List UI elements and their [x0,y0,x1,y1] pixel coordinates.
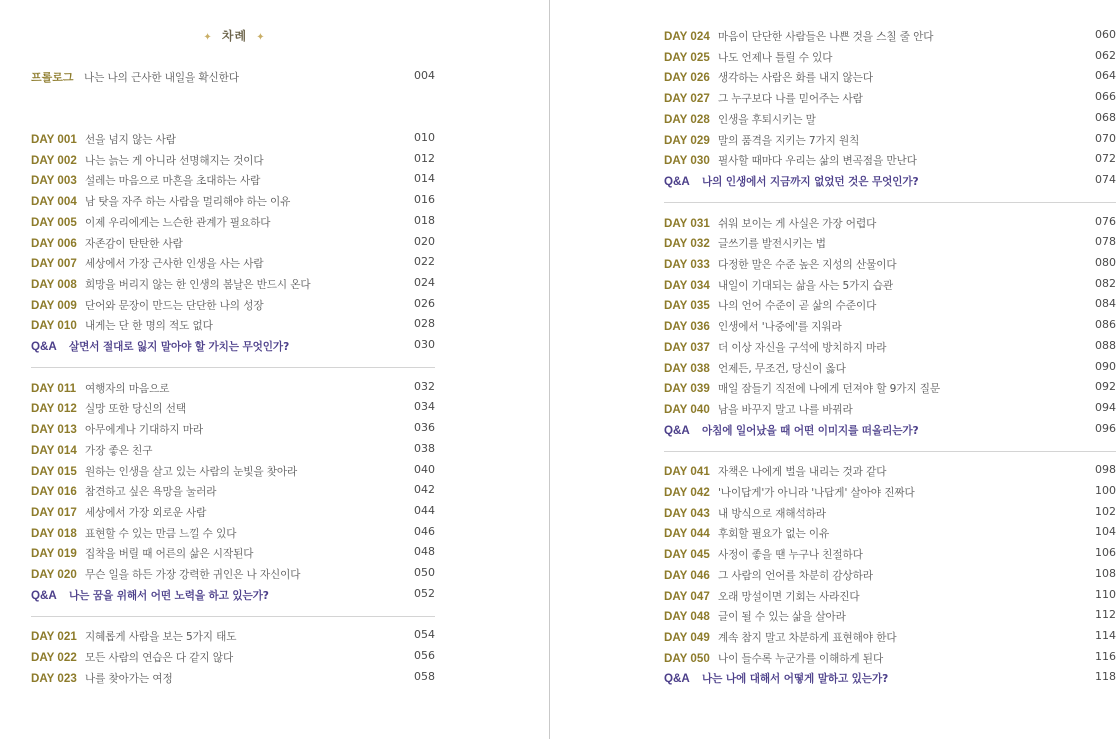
entry-title: 그 사람의 언어를 차분히 감상하라 [718,569,873,582]
page-number: 118 [1095,670,1116,684]
day-tag: DAY 040 [664,402,710,416]
page-number: 072 [1095,152,1116,166]
page-number: 106 [1095,546,1116,560]
day-entry[interactable] [664,255,1116,271]
day-tag: DAY 043 [664,506,710,520]
section-divider [664,202,1116,203]
qa-tag: Q&A [664,423,690,437]
entry-title: 말의 품격을 지키는 7가지 원칙 [718,134,860,147]
page-number: 024 [414,275,435,289]
page-number: 104 [1095,525,1116,539]
day-tag: DAY 050 [664,651,710,665]
day-tag: DAY 009 [31,298,77,312]
day-tag: DAY 027 [664,92,710,106]
entry-title: 무슨 일을 하든 가장 강력한 귀인은 나 자신이다 [85,569,301,581]
qa-tag: Q&A [31,588,57,602]
entry-title: 실망 또한 당신의 선택 [85,403,187,416]
day-entry[interactable] [31,503,435,519]
entry-title: 세상에서 가장 근사한 인생을 사는 사람 [85,258,264,271]
day-tag: DAY 010 [31,319,77,333]
page-number: 112 [1095,608,1116,622]
day-tag: DAY 032 [664,237,710,251]
day-tag: DAY 002 [31,153,77,167]
page-number: 116 [1095,649,1116,663]
page-number: 032 [414,379,435,393]
day-entry[interactable] [31,254,435,270]
day-tag: DAY 005 [31,215,77,229]
day-tag: DAY 039 [664,382,710,396]
day-entry[interactable] [31,151,435,167]
entry-title: 더 이상 자신을 구석에 방치하지 마라 [718,341,887,354]
star-icon: ✦ [203,32,213,43]
day-entry[interactable] [31,130,435,146]
day-tag: DAY 006 [31,236,77,250]
page-number: 070 [1095,131,1116,145]
page-number: 100 [1095,484,1116,497]
page-number: 052 [414,586,435,600]
day-entry[interactable] [664,27,1116,43]
day-entry[interactable] [664,89,1116,105]
day-entry[interactable] [664,607,1116,623]
day-tag: DAY 035 [664,299,710,313]
day-tag: DAY 047 [664,589,710,603]
entry-title: 인생을 후퇴시키는 말 [718,113,816,126]
entry-title: 모든 사람의 연습은 다 같지 않다 [85,652,234,665]
page-number: 010 [414,131,435,144]
day-entry[interactable] [31,482,435,498]
entry-title: 자책은 나에게 벌을 내리는 것과 같다 [718,466,887,479]
day-entry[interactable] [664,234,1116,250]
day-tag: DAY 003 [31,174,77,188]
page-number: 066 [1095,90,1116,104]
entry-title: 사정이 좋을 땐 누구나 친절하다 [718,549,863,562]
page-number: 096 [1095,421,1116,435]
page-number: 064 [1095,69,1116,83]
page-number: 084 [1095,297,1116,311]
day-entry[interactable] [664,379,1116,395]
day-tag: DAY 019 [31,547,77,561]
day-tag: DAY 038 [664,361,710,375]
entry-title: 지혜롭게 사람을 보는 5가지 태도 [85,631,237,644]
entry-title: 남 탓을 자주 하는 사람을 멀리해야 하는 이유 [85,196,291,209]
day-entry[interactable] [664,48,1116,64]
page-number: 012 [414,151,435,165]
day-entry[interactable] [31,171,435,187]
page-number: 020 [414,234,435,248]
day-entry[interactable] [664,68,1116,84]
page-number: 056 [414,649,435,663]
entry-title: 참견하고 싶은 욕망을 눌러라 [85,486,217,499]
day-entry[interactable] [664,214,1116,230]
entry-title: 이제 우리에게는 느슨한 관계가 필요하다 [85,216,271,229]
entry-title: 그 누구보다 나를 믿어주는 사람 [718,93,863,106]
entry-title: 나는 늙는 게 아니라 선명해지는 것이다 [85,154,264,167]
day-entry[interactable] [31,379,435,395]
entry-title: 단어와 문장이 만드는 단단한 나의 성장 [85,299,264,312]
day-tag: DAY 012 [31,402,77,416]
day-entry[interactable] [31,544,435,560]
page-number: 042 [414,483,435,497]
page-number: 046 [414,524,435,538]
entry-title: 자존감이 탄탄한 사람 [85,237,183,250]
entry-title: 나의 언어 수준이 곧 삶의 수준이다 [718,300,877,313]
star-icon: ✦ [256,32,266,43]
entry-title: 남을 바꾸지 말고 나를 바꿔라 [718,403,853,416]
page-number: 110 [1095,587,1116,601]
day-tag: DAY 007 [31,257,77,271]
day-entry[interactable] [664,545,1116,561]
page-number: 092 [1095,380,1116,394]
prologue-tag: 프롤로그 [31,72,74,84]
day-entry[interactable] [664,483,1116,499]
page-number: 040 [414,462,435,476]
entry-title: 생각하는 사람은 화를 내지 않는다 [718,72,873,85]
page-number: 030 [414,338,435,351]
qa-tag: Q&A [664,174,690,188]
entry-title: 글쓰기를 발전시키는 법 [718,238,826,251]
entry-title: '나이답게'가 아니라 '나답게' 살아야 진짜다 [718,487,915,499]
day-tag: DAY 049 [664,630,710,644]
entry-title: 인생에서 '나중에'를 지워라 [718,321,842,334]
day-tag: DAY 004 [31,195,77,209]
page-number: 022 [414,255,435,269]
page-number: 028 [414,317,435,331]
entry-title: 나는 꿈을 위해서 어떤 노력을 하고 있는가? [69,589,269,602]
entry-title: 설레는 마음으로 마흔을 초대하는 사람 [85,175,261,188]
entry-title: 집착을 버릴 때 어른의 삶은 시작된다 [85,548,254,561]
day-tag: DAY 018 [31,526,77,540]
day-tag: DAY 014 [31,443,77,457]
page-number: 090 [1095,359,1116,373]
entry-title: 쉬워 보이는 게 사실은 가장 어렵다 [718,217,877,230]
day-tag: DAY 001 [31,133,77,146]
day-entry[interactable] [31,669,435,685]
entry-title: 아무에게나 기대하지 마라 [85,424,204,437]
day-entry[interactable] [31,565,435,581]
page-number: 026 [414,296,435,310]
day-entry[interactable] [31,462,435,478]
day-entry[interactable] [664,649,1116,665]
day-entry[interactable] [31,192,435,208]
left-page [0,0,549,739]
entry-title: 나도 언제나 틀릴 수 있다 [718,51,833,64]
right-page [550,0,1118,739]
qa-entry[interactable] [664,421,1116,437]
day-entry[interactable] [31,213,435,229]
day-tag: DAY 015 [31,464,77,478]
entry-title: 선을 넘지 않는 사람 [85,134,176,146]
entry-title: 세상에서 가장 외로운 사람 [85,506,207,519]
prologue-title: 나는 나의 근사한 내일을 확신한다 [84,72,239,84]
entry-title: 희망을 버리지 않는 한 인생의 봄날은 반드시 온다 [85,278,311,291]
day-entry[interactable] [664,462,1116,478]
day-tag: DAY 011 [31,381,77,395]
day-tag: DAY 030 [664,154,710,168]
qa-entry[interactable] [664,669,1116,685]
day-tag: DAY 024 [664,30,710,43]
entry-title: 매일 잠들기 직전에 나에게 던져야 할 9가지 질문 [718,383,941,396]
entry-title: 다정한 말은 수준 높은 지성의 산물이다 [718,259,897,271]
page-number: 018 [414,213,435,227]
day-entry[interactable] [664,504,1116,520]
day-entry[interactable] [31,275,435,291]
day-tag: DAY 025 [664,50,710,64]
day-tag: DAY 046 [664,568,710,582]
page-number: 088 [1095,338,1116,352]
entry-title: 오래 망설이면 기회는 사라진다 [718,590,860,603]
page-number: 062 [1095,48,1116,62]
day-entry[interactable] [664,566,1116,582]
page-number: 014 [414,172,435,186]
entry-title: 가장 좋은 친구 [85,444,153,457]
page-number: 094 [1095,400,1116,414]
page-number: 080 [1095,256,1116,269]
entry-title: 내게는 단 한 명의 적도 없다 [85,320,213,333]
day-entry[interactable] [664,276,1116,292]
entry-title: 원하는 인생을 살고 있는 사람의 눈빛을 찾아라 [85,465,298,478]
day-tag: DAY 023 [31,671,77,685]
entry-title: 나이 들수록 누군가를 이해하게 된다 [718,652,884,665]
qa-tag: Q&A [31,340,57,353]
day-entry[interactable] [664,400,1116,416]
qa-entry[interactable] [31,337,435,353]
page-number: 082 [1095,276,1116,290]
section-divider [31,616,435,617]
day-entry[interactable] [31,441,435,457]
day-tag: DAY 033 [664,258,710,271]
day-entry[interactable] [31,627,435,643]
day-tag: DAY 026 [664,71,710,85]
day-entry[interactable] [31,524,435,540]
page-number: 044 [414,503,435,517]
day-entry[interactable] [31,399,435,415]
day-entry[interactable] [664,296,1116,312]
qa-tag: Q&A [664,672,690,686]
day-tag: DAY 044 [664,527,710,541]
page-number: 038 [414,441,435,455]
day-entry[interactable] [31,234,435,250]
entry-title: 글이 될 수 있는 삶을 살아라 [718,611,846,624]
qa-entry[interactable] [31,586,435,602]
day-entry[interactable] [664,524,1116,540]
day-tag: DAY 045 [664,548,710,562]
day-entry[interactable] [664,131,1116,147]
page-number: 068 [1095,110,1116,124]
page-number: 058 [414,669,435,683]
page-number: 060 [1095,28,1116,41]
day-tag: DAY 021 [31,630,77,644]
day-entry[interactable] [664,587,1116,603]
entry-title: 언제든, 무조건, 당신이 옳다 [718,362,846,375]
page-number: 076 [1095,214,1116,228]
prologue-entry[interactable] [31,68,435,84]
entry-title: 표현할 수 있는 만큼 느낄 수 있다 [85,527,237,540]
day-tag: DAY 017 [31,505,77,519]
day-entry[interactable] [664,151,1116,167]
day-tag: DAY 036 [664,320,710,334]
qa-entry[interactable] [664,172,1116,188]
section-divider [31,367,435,368]
entry-title: 내일이 기대되는 삶을 사는 5가지 습관 [718,279,893,292]
day-tag: DAY 031 [664,216,710,230]
day-entry[interactable] [31,296,435,312]
toc-title [0,27,469,44]
day-tag: DAY 042 [664,486,710,499]
day-entry[interactable] [664,338,1116,354]
page-number: 086 [1095,318,1116,332]
day-tag: DAY 008 [31,277,77,291]
day-entry[interactable] [31,316,435,332]
section-divider [664,451,1116,452]
page-number: 016 [414,193,435,207]
entry-title: 마음이 단단한 사람들은 나쁜 것을 스칠 줄 안다 [718,31,934,43]
page-number: 108 [1095,566,1116,580]
entry-title: 여행자의 마음으로 [85,382,170,395]
entry-title: 필사할 때마다 우리는 삶의 변곡점을 만난다 [718,155,917,168]
entry-title: 나를 찾아가는 여정 [85,672,173,685]
day-tag: DAY 029 [664,133,710,147]
day-entry[interactable] [31,420,435,436]
day-entry[interactable] [664,628,1116,644]
day-entry[interactable] [664,110,1116,126]
day-tag: DAY 034 [664,278,710,292]
day-tag: DAY 037 [664,340,710,354]
page-number: 054 [414,628,435,642]
day-tag: DAY 020 [31,568,77,581]
page-number: 074 [1095,172,1116,186]
page-number: 036 [414,421,435,435]
page-number: 078 [1095,235,1116,249]
entry-title: 후회할 필요가 없는 이유 [718,528,830,541]
day-entry[interactable] [664,317,1116,333]
entry-title: 내 방식으로 재해석하라 [718,507,826,520]
day-tag: DAY 016 [31,485,77,499]
day-tag: DAY 048 [664,610,710,624]
entry-title: 계속 참지 말고 차분하게 표현해야 한다 [718,631,897,644]
entry-title: 아침에 일어났을 때 어떤 이미지를 떠올리는가? [702,424,919,437]
day-tag: DAY 022 [31,651,77,665]
day-tag: DAY 041 [664,465,710,479]
page-number: 048 [414,545,435,559]
entry-title: 나의 인생에서 지금까지 없었던 것은 무엇인가? [702,175,919,188]
entry-title: 나는 나에 대해서 어떻게 말하고 있는가? [702,673,889,686]
page-number: 114 [1095,628,1116,642]
page-number: 102 [1095,504,1116,518]
page-number: 050 [414,566,435,579]
day-entry[interactable] [31,648,435,664]
day-tag: DAY 028 [664,112,710,126]
prologue-page: 004 [414,69,435,82]
day-entry[interactable] [664,359,1116,375]
entry-title: 살면서 절대로 잃지 말아야 할 가치는 무엇인가? [69,341,290,353]
page-number: 034 [414,400,435,414]
day-tag: DAY 013 [31,423,77,437]
toc-title-text: 차례 [221,29,248,43]
page-number: 098 [1095,463,1116,477]
